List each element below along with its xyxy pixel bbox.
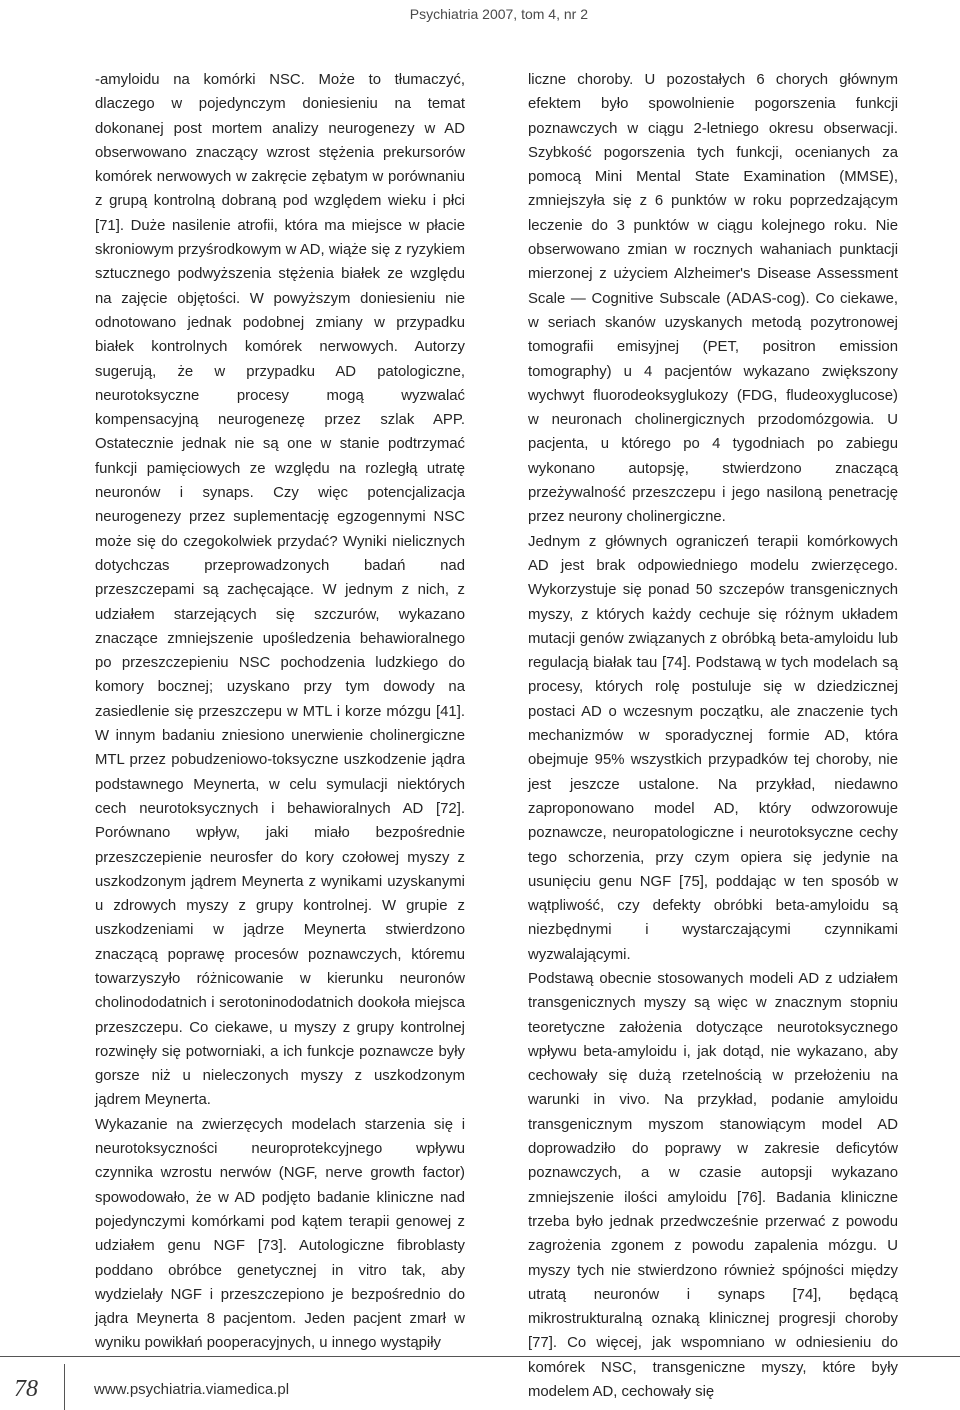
journal-header: Psychiatria 2007, tom 4, nr 2 xyxy=(409,6,588,22)
paragraph: -amyloidu na komórki NSC. Może to tłumaczyć, dlaczego w pojedynczym doniesieniu na temat dokonanej post mortem analizy neurogenezy w AD obserwowano znaczący wzrost stężenia prekursorów komórek nerwowych w zakręcie zębatym w porównaniu z grupą kontrolną dobraną pod względem wieku i płci [71]. Duże nasilenie atrofii, która ma miejsce w płacie skroniowym przyśrodkowym w AD, wiąże się z ryzykiem sztucznego podwyższenia stężenia białek ze względu na zajęcie objętości. W powyższym doniesieniu nie odnotowano jednak podobnej zmiany w przypadku białek kontrolnych komórek nerwowych. Autorzy sugerują, że w przypadku AD patologiczne, neurotoksyczne procesy mogą wyzwalać kompensacyjną neurogenezę przez szlak APP. Ostatecznie jednak nie są one w stanie podtrzymać funkcji pamięciowych ze względu na rozległą utratę neuronów i synaps. Czy więc potencjalizacja neurogenezy przez suplementację egzogennymi NSC może się do czegokolwiek przydać? Wyniki nielicznych dotychczas przeprowadzonych badań nad przeszczepami są zachęcające. W jednym z nich, z udziałem starzejących się szczurów, wykazano znaczące zmniejszenie upośledzenia behawioralnego po przeszczepieniu NSC pochodzenia ludzkiego do komory bocznej; uzyskano przy tym dowody na zasiedlenie się przeszczepu w MTL i korze mózgu [41]. W innym badaniu zniesiono unerwienie cholinergiczne MTL przez pobudzeniowo-toksyczne uszkodzenie jądra podstawnego Meynerta, w celu symulacji niektórych cech neurotoksycznych i behawioralnych AD [72]. Porównano wpływ, jaki miało bezpośrednie przeszczepienie neurosfer do kory czołowej myszy z uszkodzonym jądrem Meynerta z wynikami uzyskanymi u zdrowych myszy z grupy kontrolnej. W grupie z uszkodzeniami w jądrze Meynerta stwierdzono znaczącą poprawę procesów poznawczych, któremu towarzyszyło różnicowanie w kierunku neuronów cholinododatnich i serotoninododatnich dookoła miejsca przeszczepu. Co ciekawe, u myszy z grupy kontrolnej rozwinęły się potworniaki, a ich funkcje poznawcze były gorsze niż u nieleczonych myszy z uszkodzonym jądrem Meynerta. xyxy=(95,72,465,1109)
page-number: 78 xyxy=(14,1376,38,1402)
footer-vertical-divider xyxy=(64,1364,65,1410)
paragraph: Podstawą obecnie stosowanych modeli AD z udziałem transgenicznych myszy są więc w znacznym stopniu teoretyczne założenia dotyczące neurotoksycznego wpływu beta-amyloidu i, jak dotąd, nie wykazano, aby cechowały się dużą rzetelnością w przełożeniu na warunki in vivo. Na przykład, podanie amyloidu transgenicznym myszom stanowiącym model AD doprowadziło do poprawy w zakresie deficytów poznawczych, a w czasie autopsji wykazano zmniejszenie ilości amyloidu [76]. Badania kliniczne trzeba było jednak przedwcześnie przerwać z powodu zagrożenia zgonem z powodu zapalenia mózgu. U myszy tych nie stwierdzono również spójności między utratą neuronów i synaps [74], będącą mikrostrukturalną oznaką klinicznej progresji choroby [77]. Co więcej, jak wspomniano w odniesieniu do komórek NSC, transgeniczne myszy, które były modelem AD, cechowały się xyxy=(528,970,898,1401)
journal-url[interactable]: www.psychiatria.viamedica.pl xyxy=(94,1381,290,1398)
paragraph: liczne choroby. U pozostałych 6 chorych głównym efektem było spowolnienie pogorszenia funkcji poznawczych w ciągu 2-letniego okresu obserwacji. Szybkość pogorszenia tych funkcji, ocenianych za pomocą Mini Mental State Examination (MMSE), zmniejszyła się z 6 punktów w roku poprzedzającym leczenie do 3 punktów w ciągu kolejnego roku. Nie obserwowano zmian w rocznych wahaniach punktacji mierzonej z użyciem Alzheimer's Disease Assessment Scale — Cognitive Subscale (ADAS-cog). Co ciekawe, w seriach skanów uzyskanych metodą pozytronowej tomografii emisyjnej (PET, positron emission tomography) u 4 pacjentów wykazano zwiększony wychwyt fluorodeoksyglukozy (FDG, fludeoxyglucose) w neuronach cholinergicznych przodomózgowia. U pacjenta, u którego po 4 tygodniach po zabiegu wykonano autopsję, stwierdzono znaczącą przeżywalność przeszczepu i jego nasiloną penetrację przez neurony cholinergiczne. xyxy=(528,72,898,526)
left-column xyxy=(95,68,465,1356)
footer-divider xyxy=(0,1356,960,1357)
right-column xyxy=(528,68,898,1404)
paragraph: Jednym z głównych ograniczeń terapii komórkowych AD jest brak odpowiedniego modelu zwierzęcego. Wykorzystuje się ponad 50 szczepów transgenicznych myszy, z których każdy cechuje się różnym układem mutacji genów związanych z obróbką beta-amyloidu lub regulacją białak tau [74]. Podstawą w tych modelach są procesy, których rolę postuluje się w dziedzicznej postaci AD o wczesnym początku, ale znaczenie tych mechanizmów w sporadycznej formie AD, która obejmuje 95% wszystkich przypadków tej choroby, nie jest jeszcze ustalone. Na przykład, niedawno zaproponowano model AD, który odwzorowuje poznawcze, neuropatologiczne i neurotoksyczne cechy tego schorzenia, przy czym opiera się jedynie na usunięciu genu NGF [75], poddając w ten sposób w wątpliwość, czy defekty obróbki beta-amyloidu są niezbędnymi i wystarczającymi czynnikami wyzwalającymi. xyxy=(528,533,898,963)
paragraph: Wykazanie na zwierzęcych modelach starzenia się i neurotoksyczności neuroprotekcyjnego wpływu czynnika wzrostu nerwów (NGF, nerve growth factor) spowodowało, że w AD podjęto badanie kliniczne nad pojedynczymi komórkami pod kątem terapii genowej z udziałem genu NGF [73]. Autologiczne fibroblasty poddano obróbce genetycznej in vitro tak, aby wydzielały NGF i przeszczepiono je bezpośrednio do jądra Meynerta 8 pacjentom. Jeden pacjent zmarł w wyniku powikłań pooperacyjnych, u innego wystąpiły xyxy=(95,1116,465,1352)
